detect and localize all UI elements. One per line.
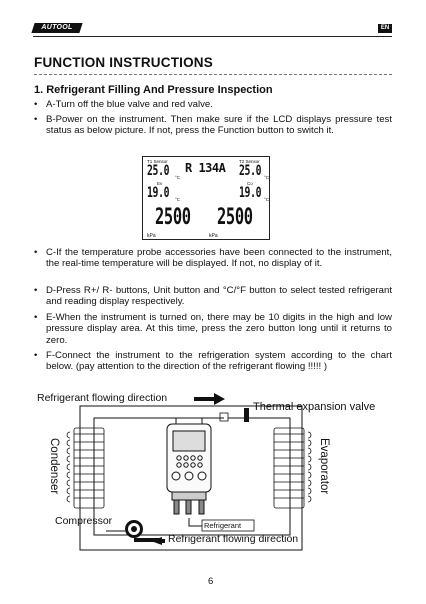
expansion-valve-icon xyxy=(244,408,249,422)
step-d-text: D-Press R+/ R- buttons, Unit button and °C/°F button to select tested refrigerant and reading display respectively. xyxy=(46,285,392,308)
evaporator-coil xyxy=(274,428,311,508)
step-e xyxy=(34,312,392,346)
brand-logo-text: AUTOOL xyxy=(41,24,73,31)
lcd-t1-label: T1 Sensor xyxy=(147,159,168,164)
lcd-t1-value: 25.0 xyxy=(147,163,170,179)
condenser-coil xyxy=(67,428,104,508)
lcd-display xyxy=(142,156,270,240)
lcd-t2-unit: °C xyxy=(264,175,270,180)
step-f-text: F-Connect the instrument to the refrigeration system according to the chart below. (pay attention to the direction of the refrigerant flowing !!!!! ) xyxy=(46,350,392,373)
bullet: • xyxy=(34,285,38,296)
expansion-valve-label: Thermal expansion valve xyxy=(253,401,376,413)
lcd-co-label: Co xyxy=(247,181,253,186)
bullet: • xyxy=(34,114,38,125)
diagram-drawing xyxy=(30,388,400,583)
header-divider xyxy=(33,36,392,37)
lcd-low-unit: kPa xyxy=(147,233,156,239)
bullet: • xyxy=(34,312,38,323)
lcd-high-pressure: 2500 xyxy=(217,205,253,230)
bullet: • xyxy=(34,350,38,361)
page-number: 6 xyxy=(208,576,214,587)
language-badge: EN xyxy=(378,24,392,33)
flow-direction-top: Refrigerant flowing direction xyxy=(37,392,168,404)
step-a-text: A-Turn off the blue valve and red valve. xyxy=(46,99,213,110)
lcd-refrigerant-text: R 134A xyxy=(185,161,226,175)
page-title: FUNCTION INSTRUCTIONS xyxy=(34,55,213,70)
step-f xyxy=(34,350,392,373)
hose-refrigerant xyxy=(189,518,202,526)
flow-direction-bottom: Refrigerant flowing direction xyxy=(168,533,299,545)
lcd-ev-unit: °C xyxy=(175,197,181,202)
lcd-co-value: 19.0 xyxy=(239,185,262,201)
compressor-label: Compressor xyxy=(55,515,113,527)
refrigerant-label: Refrigerant xyxy=(204,521,242,530)
step-b-text: B-Power on the instrument. Then make sure if the LCD displays pressure test status as below picture. If not, press the Function button to switch it. xyxy=(46,114,392,137)
flow-arrow-right-icon xyxy=(194,393,225,405)
title-divider xyxy=(34,74,392,75)
lcd-ev-value: 19.0 xyxy=(147,185,170,201)
manifold-gauge-icon xyxy=(167,424,211,514)
lcd-t2-label: T2 Sensor xyxy=(239,159,260,164)
refrigeration-diagram xyxy=(30,388,400,583)
lcd-refrigerant xyxy=(185,161,225,175)
step-e-text: E-When the instrument is turned on, there may be 10 digits in the high and low pressure display area. At this time, press the zero button long until it returns to zero. xyxy=(46,312,392,346)
step-b xyxy=(34,114,392,137)
step-c xyxy=(34,247,392,270)
lcd-co-unit: °C xyxy=(264,197,270,202)
condenser-label: Condenser xyxy=(48,438,60,495)
section-heading: 1. Refrigerant Filling And Pressure Inspection xyxy=(34,84,273,96)
step-d xyxy=(34,285,392,308)
lcd-t2-value: 25.0 xyxy=(239,163,262,179)
brand-logo xyxy=(31,23,82,33)
step-a xyxy=(34,99,392,110)
lcd-low-pressure: 2500 xyxy=(155,205,191,230)
evaporator-label: Evaporator xyxy=(318,438,330,495)
lcd-high-unit: kPa xyxy=(209,233,218,239)
lcd-ev-label: Ev xyxy=(157,181,163,186)
step-c-text: C-If the temperature probe accessories have been connected to the instrument, the real-time temperature will be displayed. If not, no display of it. xyxy=(46,247,392,270)
bullet: • xyxy=(34,247,38,258)
bullet: • xyxy=(34,99,38,110)
lcd-t1-unit: °C xyxy=(175,175,181,180)
